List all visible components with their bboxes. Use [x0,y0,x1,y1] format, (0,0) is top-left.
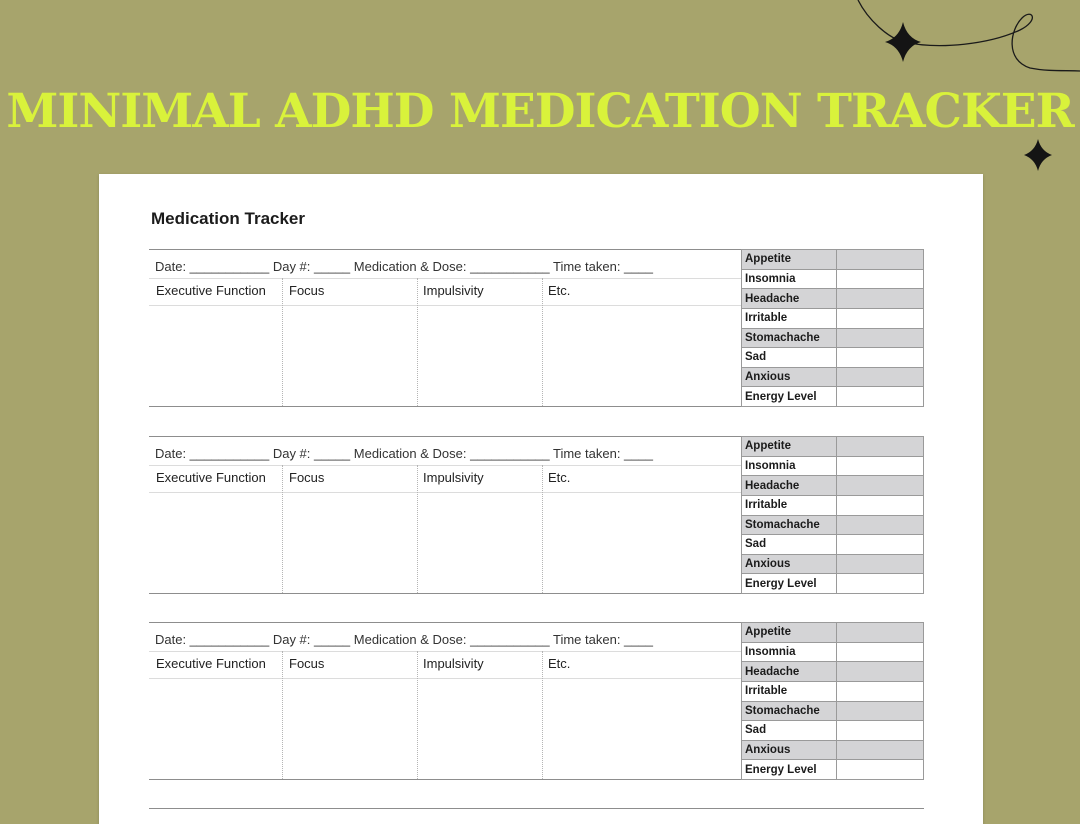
symptom-value-cell[interactable] [837,516,923,535]
symptom-label: Energy Level [742,574,837,593]
symptom-table [741,622,924,780]
symptom-label: Headache [742,289,837,308]
symptom-row [742,555,923,575]
swirl-line [858,0,1080,71]
symptom-label: Appetite [742,250,837,269]
symptom-value-cell[interactable] [837,741,923,760]
symptom-row [742,329,923,349]
symptom-row [742,476,923,496]
symptom-label: Stomachache [742,329,837,348]
symptom-value-cell[interactable] [837,662,923,681]
column-executive-function: Executive Function [156,656,266,671]
column-separator [542,465,543,593]
symptom-label: Sad [742,721,837,740]
symptom-row [742,702,923,722]
symptom-value-cell[interactable] [837,348,923,367]
symptom-label: Sad [742,535,837,554]
symptom-label: Headache [742,476,837,495]
column-etc: Etc. [548,470,571,485]
symptom-row [742,250,923,270]
symptom-label: Irritable [742,496,837,515]
symptom-label: Energy Level [742,760,837,779]
symptom-row [742,682,923,702]
symptom-value-cell[interactable] [837,387,923,406]
symptom-value-cell[interactable] [837,643,923,662]
divider [149,678,741,679]
symptom-label: Insomnia [742,270,837,289]
symptom-value-cell[interactable] [837,535,923,554]
column-separator [417,465,418,593]
symptom-label: Stomachache [742,702,837,721]
symptom-table [741,436,924,594]
symptom-row [742,309,923,329]
sheet-title: Medication Tracker [151,209,306,228]
divider [149,305,741,306]
symptom-value-cell[interactable] [837,574,923,593]
column-separator [542,278,543,406]
symptom-row [742,387,923,406]
entry-main [149,436,741,594]
divider [149,651,741,652]
symptom-row [742,289,923,309]
symptom-row [742,643,923,663]
divider [149,465,741,466]
tracker-entry [149,249,924,407]
symptom-label: Insomnia [742,457,837,476]
symptom-value-cell[interactable] [837,309,923,328]
column-etc: Etc. [548,283,571,298]
entry-header-fields[interactable]: Date: ___________ Day #: _____ Medication & Dose: ___________ Time taken: ____ [155,632,653,647]
symptom-label: Anxious [742,741,837,760]
symptom-value-cell[interactable] [837,682,923,701]
symptom-value-cell[interactable] [837,623,923,642]
divider [149,278,741,279]
symptom-label: Irritable [742,309,837,328]
tracker-entry [149,436,924,594]
symptom-row [742,496,923,516]
symptom-row [742,721,923,741]
column-focus: Focus [289,283,325,298]
symptom-value-cell[interactable] [837,476,923,495]
symptom-label: Headache [742,662,837,681]
symptom-row [742,662,923,682]
symptom-value-cell[interactable] [837,289,923,308]
sparkle-icon [885,22,921,62]
symptom-label: Irritable [742,682,837,701]
entry-header-fields[interactable]: Date: ___________ Day #: _____ Medication & Dose: ___________ Time taken: ____ [155,259,653,274]
symptom-value-cell[interactable] [837,702,923,721]
symptom-value-cell[interactable] [837,270,923,289]
column-impulsivity: Impulsivity [423,470,484,485]
symptom-table [741,249,924,407]
symptom-value-cell[interactable] [837,555,923,574]
symptom-label: Appetite [742,437,837,456]
symptom-label: Anxious [742,555,837,574]
sparkle-icon [1024,139,1052,171]
tracker-sheet [99,174,983,824]
divider [149,492,741,493]
column-executive-function: Executive Function [156,283,266,298]
column-impulsivity: Impulsivity [423,656,484,671]
column-separator [542,651,543,779]
symptom-label: Appetite [742,623,837,642]
symptom-row [742,457,923,477]
symptom-value-cell[interactable] [837,329,923,348]
symptom-row [742,741,923,761]
symptom-row [742,437,923,457]
symptom-value-cell[interactable] [837,496,923,515]
symptom-label: Insomnia [742,643,837,662]
column-separator [282,465,283,593]
entry-header-fields[interactable]: Date: ___________ Day #: _____ Medication & Dose: ___________ Time taken: ____ [155,446,653,461]
column-separator [417,651,418,779]
column-separator [282,651,283,779]
column-focus: Focus [289,656,325,671]
symptom-row [742,348,923,368]
entry-main [149,249,741,407]
column-separator [282,278,283,406]
symptom-value-cell[interactable] [837,368,923,387]
symptom-label: Energy Level [742,387,837,406]
symptom-value-cell[interactable] [837,760,923,779]
symptom-row [742,623,923,643]
symptom-row [742,760,923,779]
symptom-label: Anxious [742,368,837,387]
column-impulsivity: Impulsivity [423,283,484,298]
symptom-value-cell[interactable] [837,437,923,456]
symptom-value-cell[interactable] [837,721,923,740]
banner-title: MINIMAL ADHD MEDICATION TRACKER [6,84,1074,139]
symptom-label: Sad [742,348,837,367]
column-etc: Etc. [548,656,571,671]
entry-main [149,622,741,780]
column-executive-function: Executive Function [156,470,266,485]
symptom-value-cell[interactable] [837,457,923,476]
symptom-row [742,574,923,593]
column-focus: Focus [289,470,325,485]
symptom-row [742,270,923,290]
next-entry-edge [149,808,924,809]
column-separator [417,278,418,406]
tracker-entry [149,622,924,780]
symptom-label: Stomachache [742,516,837,535]
symptom-row [742,368,923,388]
symptom-row [742,516,923,536]
symptom-value-cell[interactable] [837,250,923,269]
symptom-row [742,535,923,555]
